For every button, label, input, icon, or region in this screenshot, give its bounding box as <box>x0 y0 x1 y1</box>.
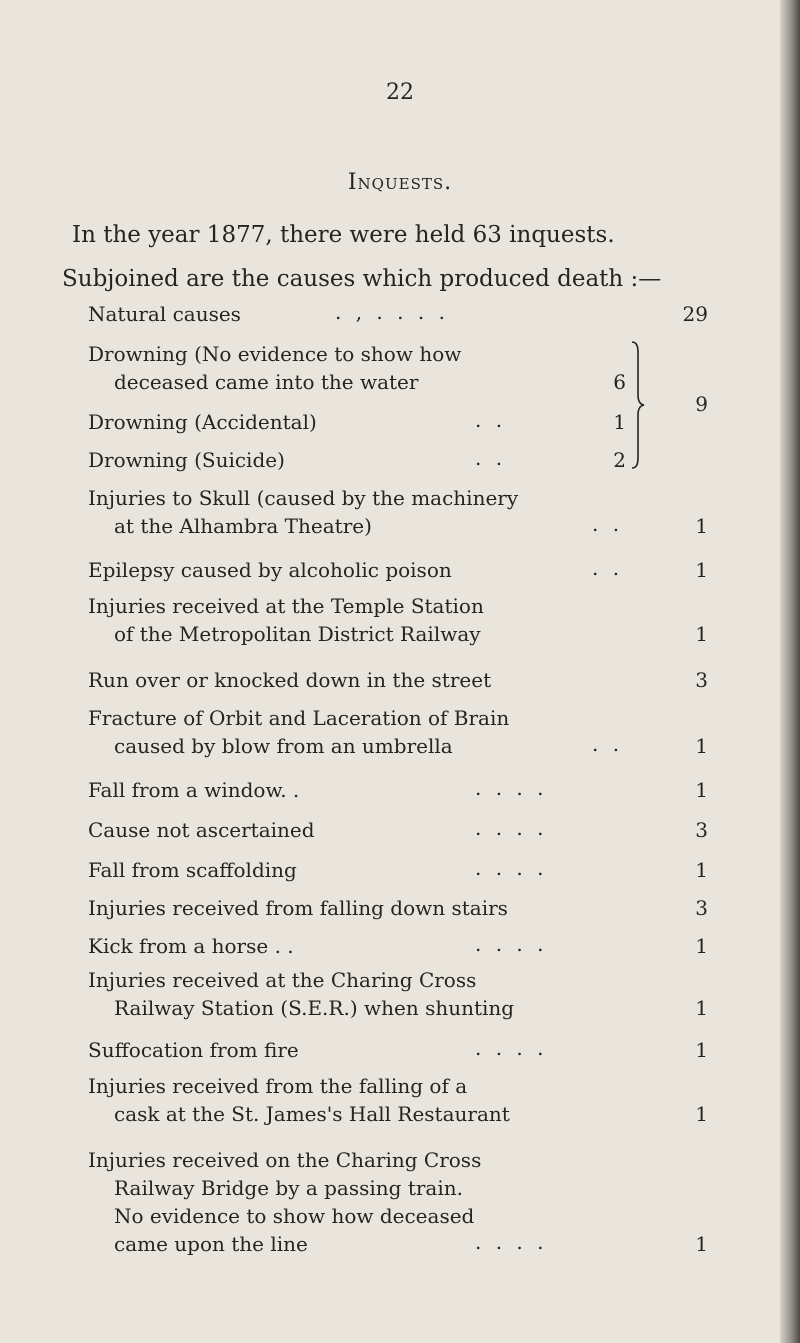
cause-label: Cause not ascertained <box>88 818 315 842</box>
cause-row <box>88 816 708 844</box>
leader-dots: . . <box>592 512 624 536</box>
cause-label-line-2: Railway Bridge by a passing train. <box>114 1176 463 1200</box>
cause-label-line-1: Injuries received on the Charing Cross <box>88 1148 482 1172</box>
cause-row <box>88 856 708 884</box>
cause-row-drowning-unknown <box>88 340 608 396</box>
cause-row <box>88 1072 708 1128</box>
cause-row <box>88 1036 708 1064</box>
intro-line-1: In the year 1877, there were held 63 inquests. <box>72 222 615 248</box>
cause-label: Fall from a window. . <box>88 778 300 802</box>
cause-row <box>88 1146 708 1258</box>
cause-count: 1 <box>695 514 708 538</box>
cause-label-line-1: Drowning (No evidence to show how <box>88 342 462 366</box>
cause-label-line-3: No evidence to show how deceased <box>114 1204 475 1228</box>
cause-label-line-2: deceased came into the water <box>114 370 419 394</box>
cause-label-line-1: Injuries received at the Temple Station <box>88 594 484 618</box>
cause-count: 3 <box>695 818 708 842</box>
cause-label: Drowning (Suicide) <box>88 448 285 472</box>
cause-label: Injuries received from falling down stairs <box>88 896 508 920</box>
leader-dots: . . <box>475 446 507 470</box>
cause-row-drowning-accidental <box>88 408 608 436</box>
section-title: Inquests. <box>347 170 453 195</box>
cause-count: 1 <box>695 1232 708 1256</box>
intro-line-2: Subjoined are the causes which produced death :— <box>62 266 662 292</box>
leader-dots: . . . . <box>475 1230 548 1254</box>
cause-row <box>88 894 708 922</box>
cause-label: Fall from scaffolding <box>88 858 297 882</box>
cause-label-line-2: Railway Station (S.E.R.) when shunting <box>114 996 515 1020</box>
cause-count: 3 <box>695 896 708 920</box>
leader-dots: . . <box>592 556 624 580</box>
cause-row <box>88 592 708 648</box>
cause-count: 1 <box>695 1038 708 1062</box>
drowning-accidental-count: 1 <box>613 410 626 434</box>
cause-count: 1 <box>695 858 708 882</box>
leader-dots: . . . . <box>475 1036 548 1060</box>
drowning-brace <box>628 340 648 470</box>
cause-label: Drowning (Accidental) <box>88 410 317 434</box>
cause-label: Suffocation from fire <box>88 1038 299 1062</box>
cause-count: 1 <box>695 996 708 1020</box>
cause-count: 1 <box>695 558 708 582</box>
cause-label-line-1: Injuries received at the Charing Cross <box>88 968 477 992</box>
cause-count: 1 <box>695 1102 708 1126</box>
cause-label-line-2: at the Alhambra Theatre) <box>114 514 372 538</box>
drowning-total: 9 <box>695 392 708 416</box>
cause-count: 1 <box>695 778 708 802</box>
cause-label-line-2: of the Metropolitan District Railway <box>114 622 481 646</box>
cause-row <box>88 666 708 694</box>
drowning-suicide-count: 2 <box>613 448 626 472</box>
cause-row <box>88 776 708 804</box>
cause-label-line-2: cask at the St. James's Hall Restaurant <box>114 1102 510 1126</box>
cause-label: Natural causes <box>88 302 241 326</box>
cause-label-line-1: Fracture of Orbit and Laceration of Brain <box>88 706 510 730</box>
leader-dots: . . . . <box>475 932 548 956</box>
cause-row-drowning-suicide <box>88 446 608 474</box>
cause-count: 1 <box>695 934 708 958</box>
cause-count: 29 <box>682 302 708 326</box>
page-number: 22 <box>386 80 414 105</box>
cause-label: Epilepsy caused by alcoholic poison <box>88 558 452 582</box>
leader-dots: . , . . . . <box>335 300 449 324</box>
cause-label: Run over or knocked down in the street <box>88 668 492 692</box>
drowning-unknown-count: 6 <box>613 370 626 394</box>
cause-label-line-1: Injuries received from the falling of a <box>88 1074 468 1098</box>
cause-label: Kick from a horse . . <box>88 934 294 958</box>
cause-count: 1 <box>695 734 708 758</box>
leader-dots: . . . . <box>475 776 548 800</box>
leader-dots: . . . . <box>475 856 548 880</box>
cause-label-line-4: came upon the line <box>114 1232 308 1256</box>
cause-label-line-2: caused by blow from an umbrella <box>114 734 453 758</box>
leader-dots: . . <box>592 732 624 756</box>
leader-dots: . . . . <box>475 816 548 840</box>
cause-count: 1 <box>695 622 708 646</box>
cause-count: 3 <box>695 668 708 692</box>
cause-row <box>88 966 708 1022</box>
cause-label-line-1: Injuries to Skull (caused by the machinery <box>88 486 519 510</box>
cause-row <box>88 932 708 960</box>
leader-dots: . . <box>475 408 507 432</box>
page-edge-shadow <box>780 0 800 1343</box>
